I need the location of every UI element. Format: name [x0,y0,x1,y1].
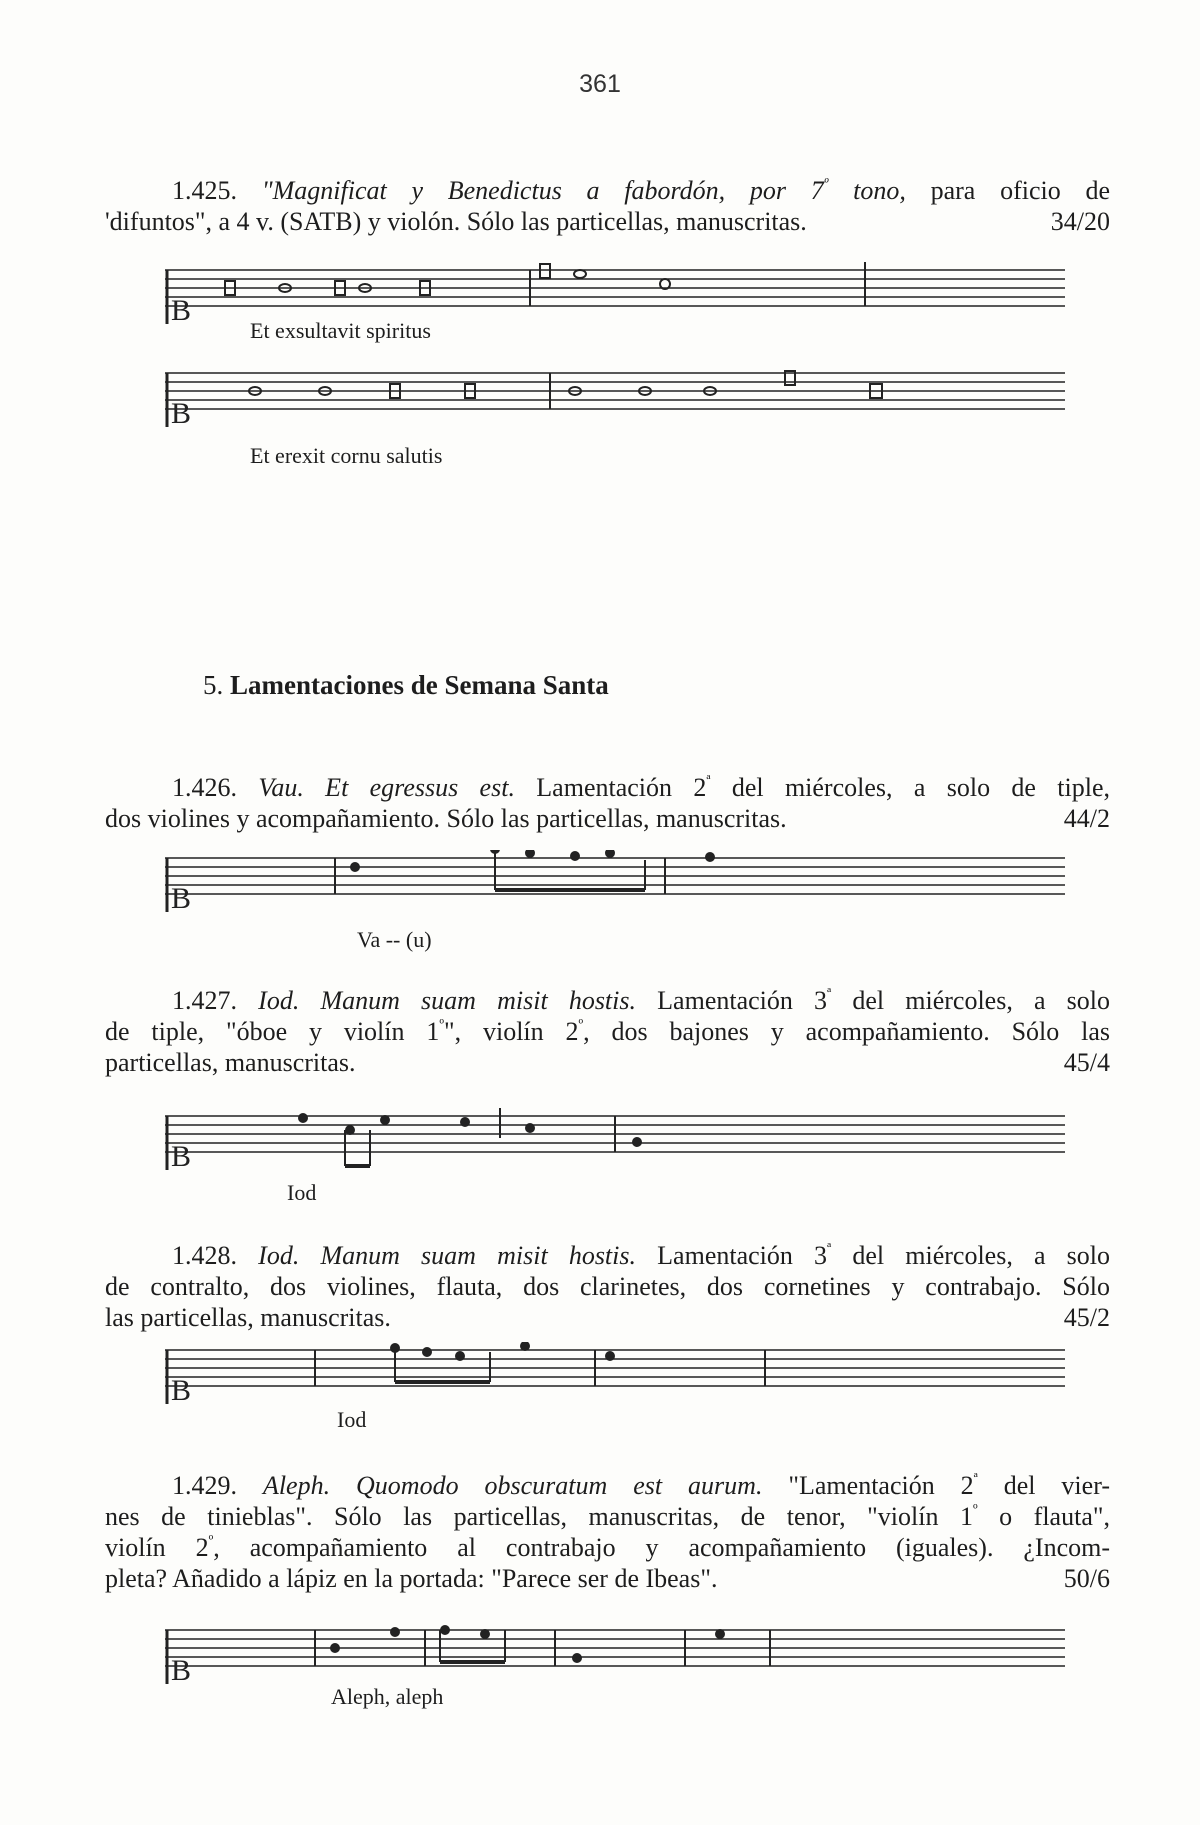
entry-text: de tiple, "óboe y violín 1 [105,1017,440,1046]
entry-text: Lamentación 3 [636,1241,828,1270]
entry-text: ", violín 2 [444,1017,579,1046]
music-incipit-staff [165,1342,1065,1414]
lyric-text: Et exsultavit spiritus [250,318,431,343]
shelf-reference: 34/20 [1050,207,1110,236]
shelf-reference: 44/2 [1063,804,1110,833]
lyric-text: Va -- (u) [357,927,432,952]
entry-text: dos violines y acompañamiento. Sólo las particellas, manuscritas. [105,804,787,833]
entry-title: Iod. Manum suam misit hostis. [258,1241,637,1270]
entry-text: nes de tinieblas". Sólo las particellas, manuscritas, de tenor, "violín 1 [105,1502,973,1531]
catalog-entry-1429 [105,1470,1110,1594]
section-number: 5. [203,670,224,700]
entry-title: "Magnificat y Benedictus a fabordón, por 7 [261,176,824,205]
superscript: ª [827,986,832,1002]
page-number: 361 [579,70,621,98]
entry-text: pleta? Añadido a lápiz en la portada: "Parece ser de Ibeas". [105,1564,718,1593]
music-incipit-staff [165,1108,1065,1180]
entry-text: del vier- [977,1471,1110,1500]
superscript: ª [827,1241,832,1257]
entry-text: Lamentación 2 [514,773,707,802]
entry-text: "Lamentación 2 [762,1471,974,1500]
entry-text: o flauta", [977,1502,1110,1531]
entry-text: particellas, manuscritas. [105,1048,356,1077]
entry-number: 1.428. [172,1241,237,1270]
entry-text: las particellas, manuscritas. [105,1303,391,1332]
catalog-entry-1427 [105,985,1110,1078]
shelf-reference: 45/2 [1063,1303,1110,1332]
superscript: º [208,1533,214,1549]
entry-title: Aleph. Quomodo obscuratum est aurum. [262,1471,763,1500]
entry-text: , acompañamiento al contrabajo y acompañamiento (iguales). ¿Incom- [213,1533,1111,1562]
entry-text: 'difuntos", a 4 v. (SATB) y violón. Sólo las particellas, manuscritas. [105,207,807,236]
catalog-entry-1426 [105,772,1110,834]
entry-text: para oficio de [905,176,1110,205]
lyric-text: Iod [337,1407,367,1432]
shelf-reference: 50/6 [1063,1564,1110,1593]
entry-text: de contralto, dos violines, flauta, dos clarinetes, dos cornetines y contrabajo. Sólo [105,1272,1110,1301]
lyric-text: Iod [287,1180,317,1205]
shelf-reference: 45/4 [1063,1048,1110,1077]
music-incipit-staff [165,850,1065,922]
superscript: ª [973,1471,978,1487]
entry-text: del miércoles, a solo [831,1241,1111,1270]
catalog-entry-1428 [105,1240,1110,1333]
entry-title: Vau. Et egressus est. [258,773,515,802]
superscript: º [823,176,829,192]
entry-text: violín 2 [105,1533,209,1562]
catalog-entry-1425 [105,175,1110,237]
entry-text: del miércoles, a solo [831,986,1111,1015]
entry-text: del miércoles, a solo de tiple, [710,773,1111,802]
music-incipit-staff [165,1622,1065,1694]
entry-number: 1.426. [172,773,237,802]
entry-number: 1.427. [172,986,237,1015]
entry-text: Lamentación 3 [636,986,828,1015]
superscript: º [578,1017,584,1033]
entry-number: 1.425. [172,176,237,205]
entry-number: 1.429. [172,1471,237,1500]
music-incipit-staff [165,365,1065,437]
lyric-text: Et erexit cornu salutis [250,443,443,468]
entry-text: , dos bajones y acompañamiento. Sólo las [583,1017,1110,1046]
entry-title: Iod. Manum suam misit hostis. [258,986,637,1015]
entry-title-cont: tono, [828,176,906,205]
superscript: º [972,1502,978,1518]
section-heading [203,670,609,701]
lyric-text: Aleph, aleph [331,1684,444,1709]
superscript: ª [706,773,711,789]
superscript: º [439,1017,445,1033]
section-title: Lamentaciones de Semana Santa [230,670,609,700]
